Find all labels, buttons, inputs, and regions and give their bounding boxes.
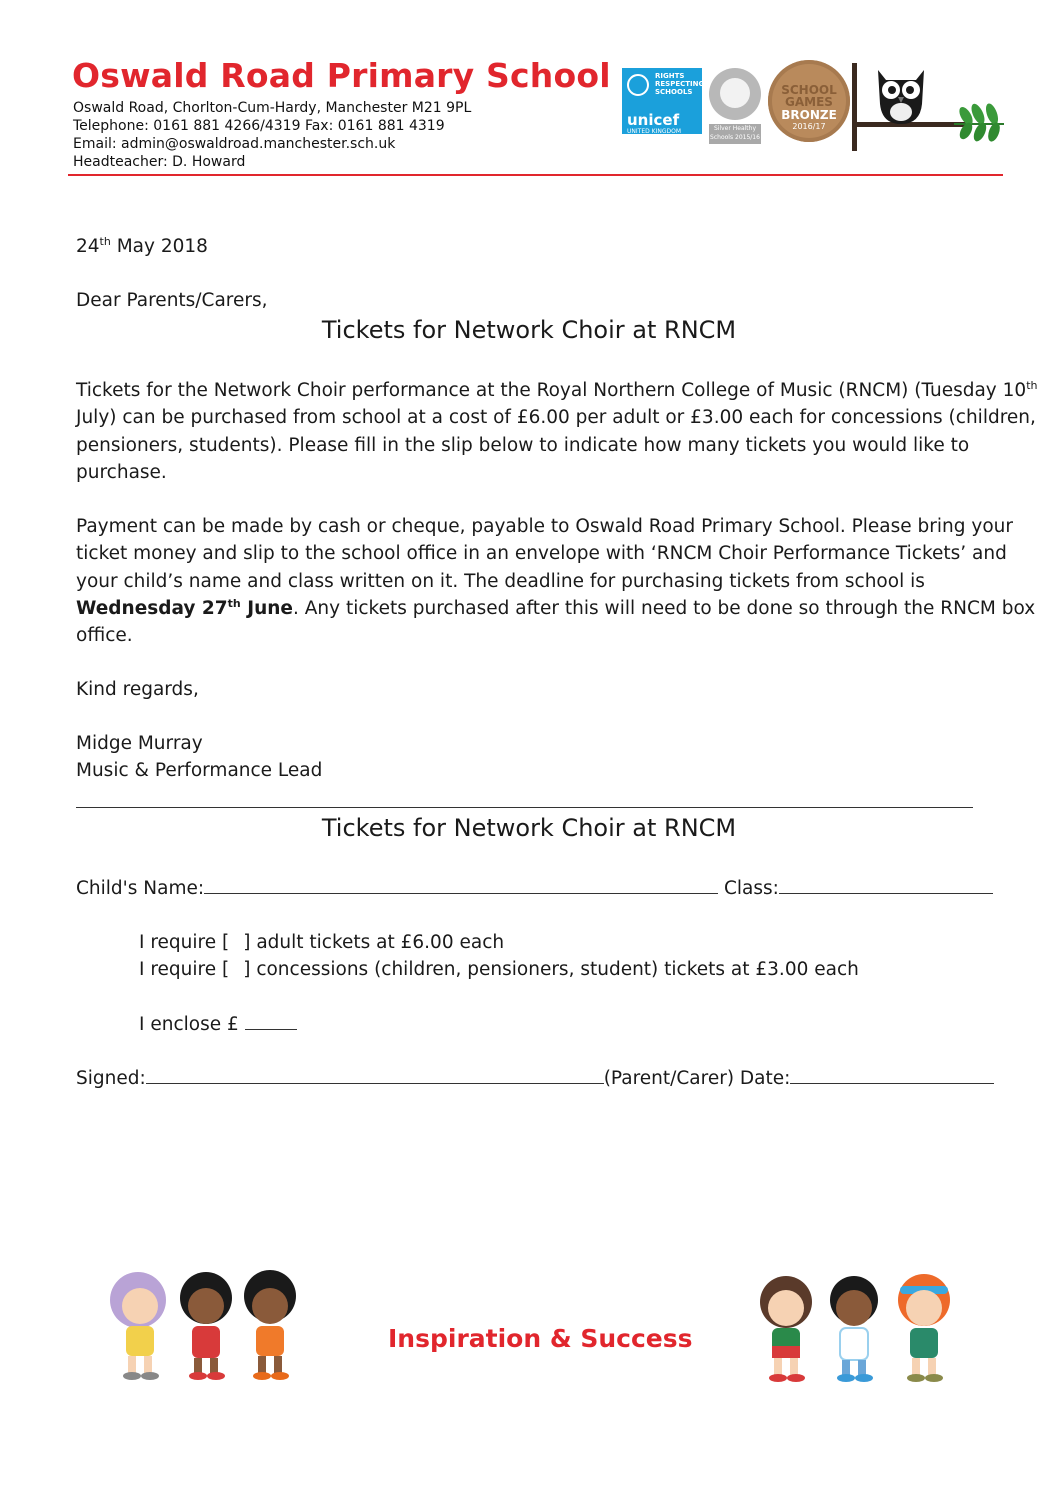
concession-tickets-row <box>139 956 859 983</box>
school-headteacher: Headteacher: D. Howard <box>73 154 246 170</box>
school-tagline: Inspiration & Success <box>388 1324 693 1353</box>
school-email: Email: admin@oswaldroad.manchester.sch.uk <box>73 136 396 152</box>
signed-row <box>76 1065 994 1092</box>
bronze-text: BRONZE <box>781 108 837 122</box>
parent-date-label: (Parent/Carer) Date: <box>603 1068 791 1089</box>
child-name-label: Child's Name: <box>76 878 205 899</box>
para1-line4: purchase. <box>76 462 167 483</box>
signatory-role: Music & Performance Lead <box>76 760 323 781</box>
school-games-text: SCHOOL GAMES <box>781 83 837 109</box>
date-day: 24 <box>76 236 100 257</box>
date-suffix: th <box>99 235 111 248</box>
healthy-schools-tag: Silver Healthy Schools 2015/16 <box>709 124 761 144</box>
owl-icon <box>870 64 932 128</box>
slip-title: Tickets for Network Choir at RNCM <box>321 814 737 842</box>
para1-line3: pensioners, students). Please fill in the slip below to indicate how many tickets you would like to <box>76 435 970 456</box>
class-field[interactable] <box>779 875 993 894</box>
para1-line2: July) can be purchased from school at a cost of £6.00 per adult or £3.00 each for concessions (children, <box>76 407 1036 428</box>
deadline-date <box>76 598 293 619</box>
letter-title: Tickets for Network Choir at RNCM <box>321 316 737 344</box>
para2-line4 <box>76 595 1035 622</box>
unicef-logo-line1: RIGHTS RESPECTING SCHOOLS <box>655 72 705 96</box>
family-icon <box>720 78 750 108</box>
salutation: Dear Parents/Carers, <box>76 290 268 311</box>
para1-line1-text: Tickets for the Network Choir performance at the Royal Northern College of Music (RNCM) (Tuesday 10 <box>76 380 1027 401</box>
para2-line1: Payment can be made by cash or cheque, payable to Oswald Road Primary School. Please bring your <box>76 516 1013 537</box>
deadline-day: Wednesday 27 <box>76 598 228 619</box>
children-illustration-left <box>98 1268 310 1383</box>
unicef-logo-line2: unicef <box>627 111 680 129</box>
deadline-suffix: th <box>227 597 241 610</box>
para1-line1 <box>76 377 1037 404</box>
signatory-name: Midge Murray <box>76 733 203 754</box>
para2-line4-rest: . Any tickets purchased after this will need to be done so through the RNCM box <box>292 598 1036 619</box>
enclose-row <box>139 1011 297 1038</box>
adult-line-start: I require [ <box>139 932 230 953</box>
school-telephone: Telephone: 0161 881 4266/4319 Fax: 0161 881 4319 <box>73 118 445 134</box>
adult-line-end: ] adult tickets at £6.00 each <box>243 932 505 953</box>
header-divider <box>68 174 1003 176</box>
concession-line-start: I require [ <box>139 959 230 980</box>
para2-line3: your child’s name and class written on it. The deadline for purchasing tickets from school is <box>76 571 925 592</box>
date-rest: May 2018 <box>110 236 208 257</box>
child-name-row <box>76 875 993 902</box>
bronze-year-text: 2016/17 <box>792 122 826 131</box>
school-address: Oswald Road, Chorlton-Cum-Hardy, Manchester M21 9PL <box>73 100 472 116</box>
unicef-logo-level: LEVEL 1 <box>627 135 652 142</box>
enclose-label: I enclose £ <box>139 1014 239 1035</box>
globe-icon <box>627 74 649 96</box>
signature-field[interactable] <box>146 1065 604 1084</box>
signed-label: Signed: <box>76 1068 146 1089</box>
unicef-rrs-logo <box>622 68 705 142</box>
enclose-amount-field[interactable] <box>245 1011 297 1030</box>
para1-line1-sup: th <box>1026 379 1038 392</box>
date-field[interactable] <box>790 1065 994 1084</box>
school-name: Oswald Road Primary School <box>72 56 611 95</box>
deadline-month: June <box>240 598 293 619</box>
leaves-icon <box>952 100 1007 142</box>
para2-line2: ticket money and slip to the school office in an envelope with ‘RNCM Choir Performance Tickets’ and <box>76 543 1007 564</box>
unicef-logo-line3: UNITED KINGDOM <box>627 128 681 135</box>
concession-line-end: ] concessions (children, pensioners, student) tickets at £3.00 each <box>243 959 859 980</box>
closing: Kind regards, <box>76 679 199 700</box>
children-illustration-right <box>748 1268 964 1388</box>
class-label: Class: <box>723 878 779 899</box>
letter-date <box>76 233 208 260</box>
adult-tickets-row <box>139 929 504 956</box>
child-name-field[interactable] <box>204 875 718 894</box>
para2-line5: office. <box>76 625 133 646</box>
tear-off-line <box>76 807 973 808</box>
branch-post <box>852 63 857 151</box>
